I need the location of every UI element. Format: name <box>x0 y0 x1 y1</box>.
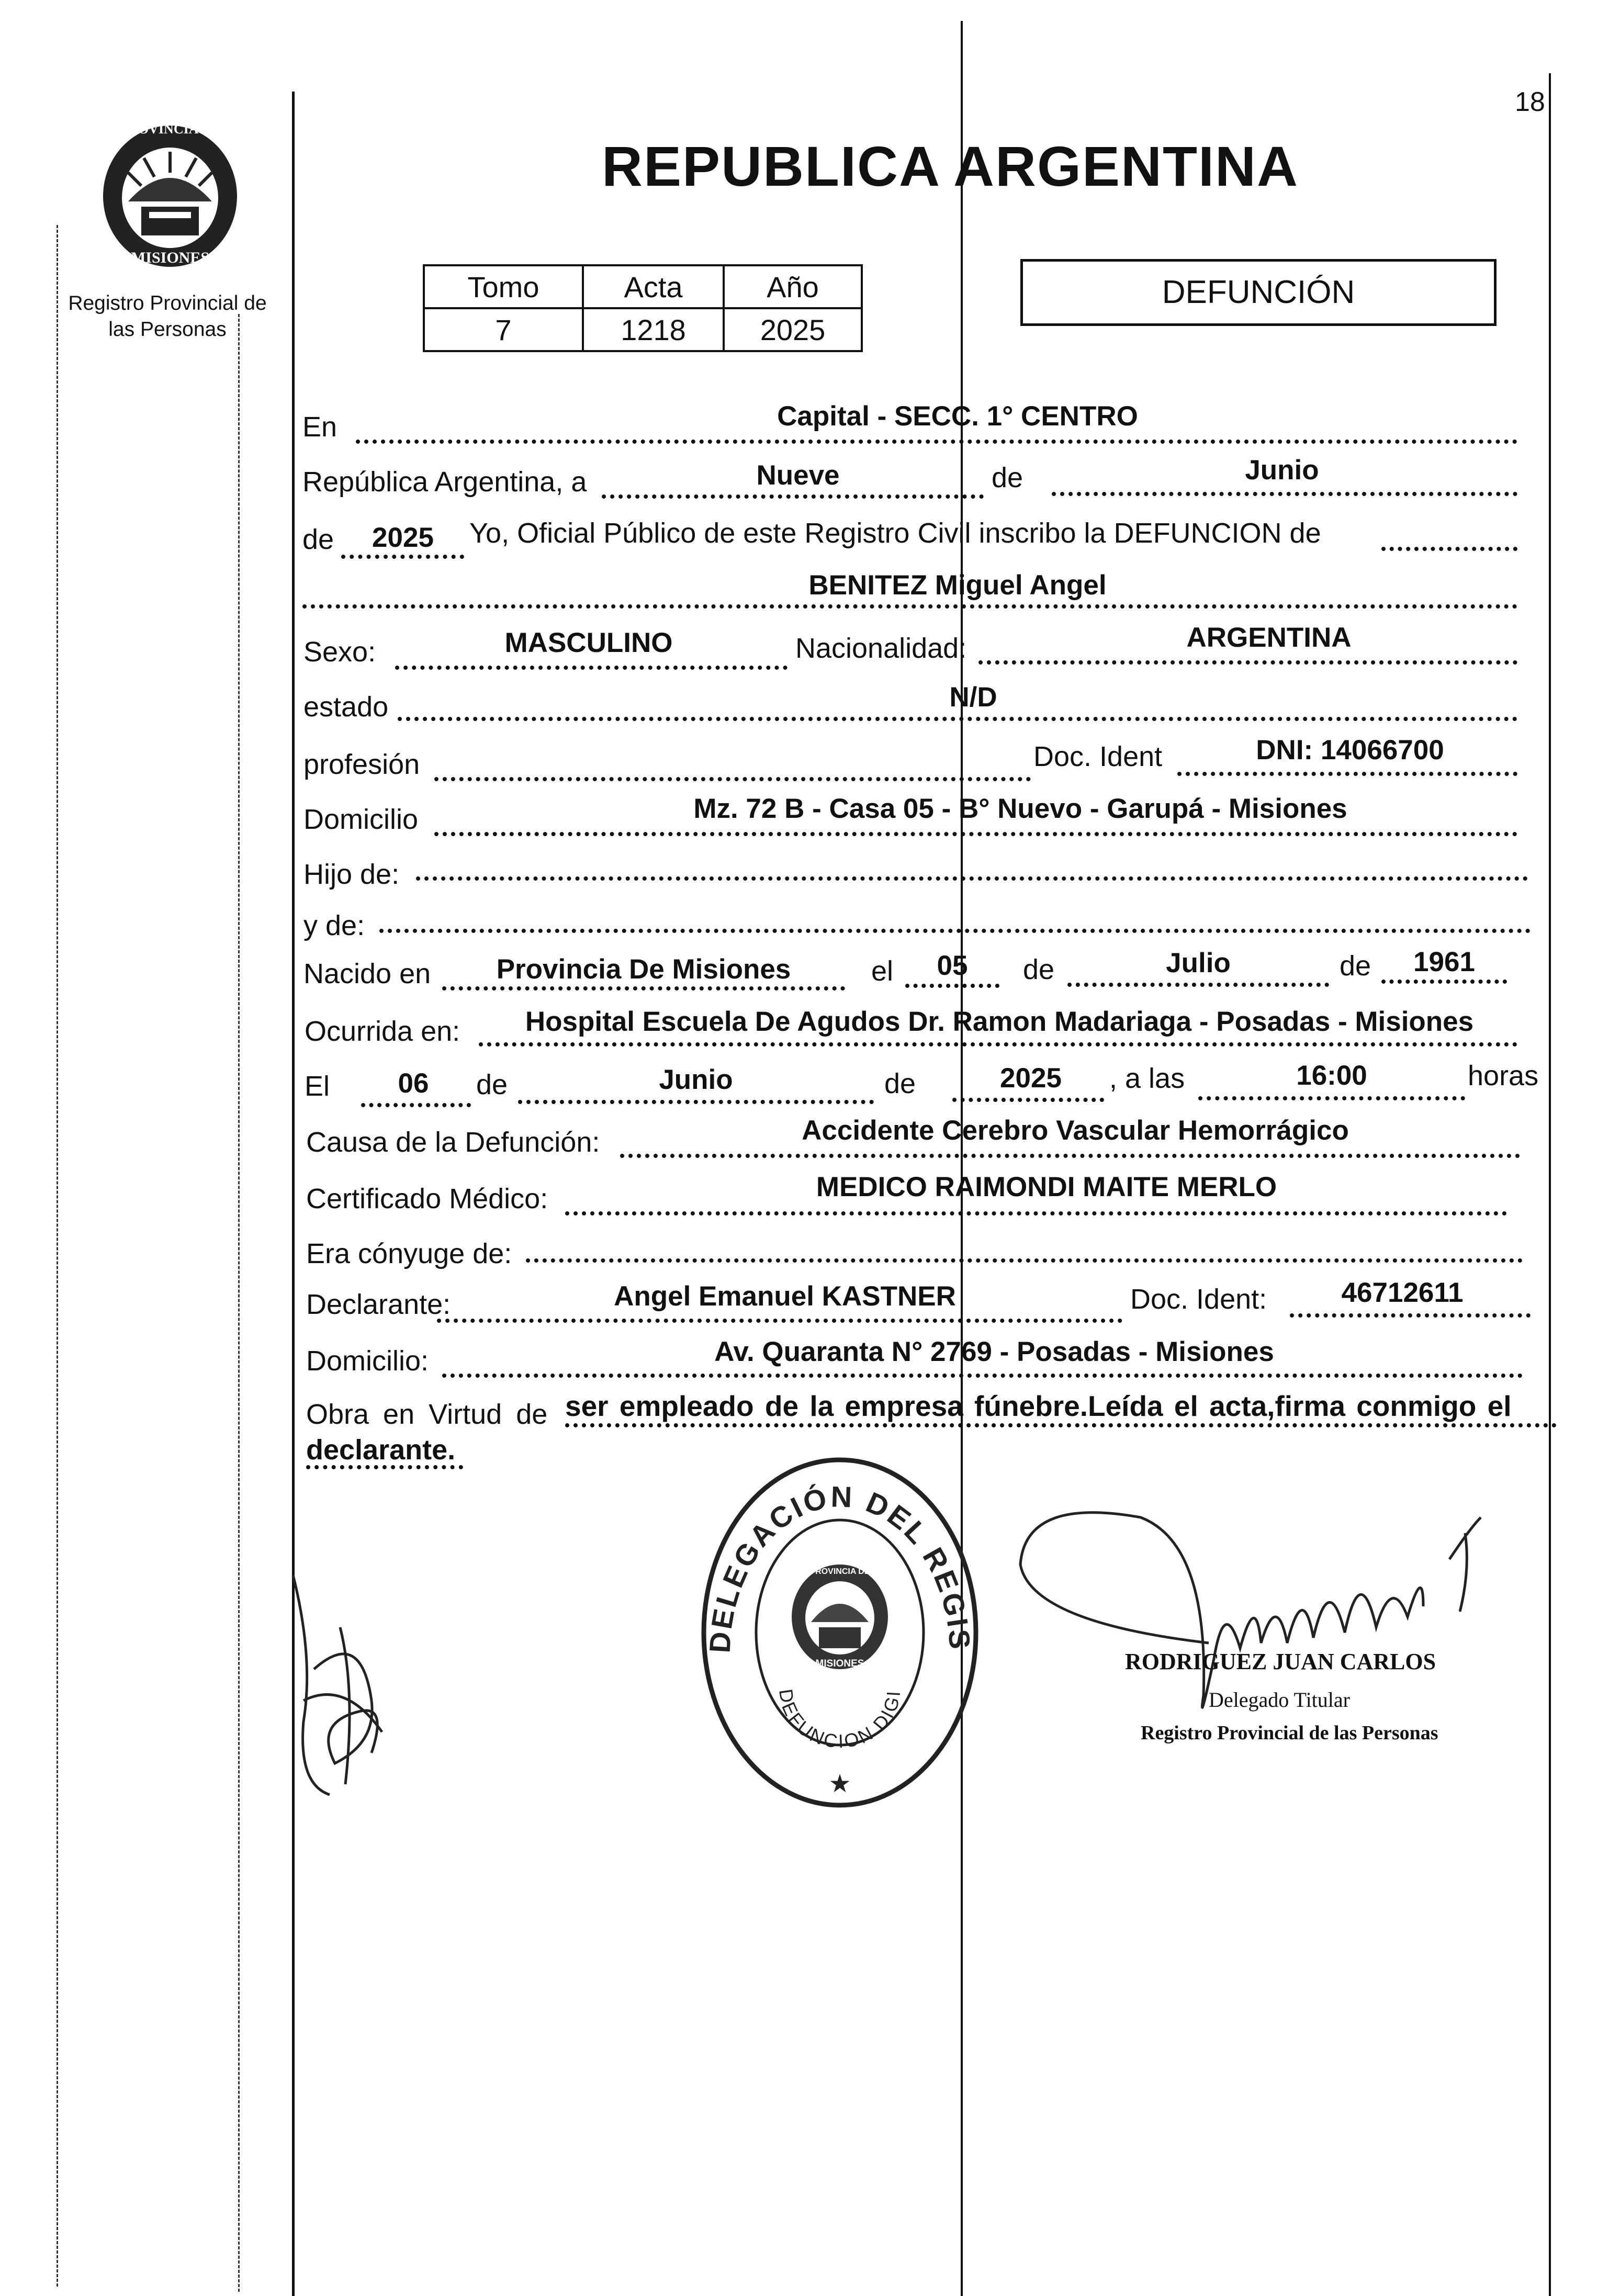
anio-value: 2025 <box>724 308 862 351</box>
nacido-dotted-line <box>442 986 845 991</box>
y-de-dotted-line <box>379 929 1531 933</box>
domicilio-2-dotted-line <box>442 1374 1523 1378</box>
doc-ident-value: DNI: 14066700 <box>1256 735 1444 766</box>
de-label-5: de <box>476 1069 508 1100</box>
seal-ring-text: DELEGACIÓN DEL REGIS <box>703 1480 977 1654</box>
official-role: Delegado Titular <box>1209 1688 1350 1712</box>
certificado-value: MEDICO RAIMONDI MAITE MERLO <box>816 1172 1277 1202</box>
hijo-de-label: Hijo de: <box>303 859 400 890</box>
sexo-dotted-line <box>395 666 788 670</box>
birth-year-value: 1961 <box>1413 947 1475 977</box>
de-label-6: de <box>884 1068 916 1099</box>
seal-inner-text: DEFUNCION DIGI <box>775 1687 905 1752</box>
obra-value-2: declarante. <box>306 1434 456 1466</box>
death-month-value: Junio <box>659 1064 733 1095</box>
year-dotted-line <box>341 555 464 559</box>
de-label-2: de <box>302 524 334 555</box>
declarant-signature <box>283 1565 398 1805</box>
month-dotted-line <box>1052 492 1517 496</box>
year-value: 2025 <box>372 522 434 553</box>
page-number: 18 <box>1515 87 1545 117</box>
center-fold-line <box>961 21 963 2296</box>
a-las-label: , a las <box>1109 1063 1185 1094</box>
causa-label: Causa de la Defunción: <box>306 1127 600 1158</box>
register-value-row <box>424 308 862 351</box>
inner-dashed-border <box>238 314 241 2292</box>
death-year-value: 2025 <box>1000 1063 1062 1094</box>
birth-year-dotted-line <box>1381 980 1507 984</box>
de-label-1: de <box>992 462 1023 493</box>
ocurrida-dotted-line <box>479 1042 1517 1046</box>
act-type-box: DEFUNCIÓN <box>1020 259 1497 326</box>
inscribo-text: Yo, Oficial Público de este Registro Civil inscribo la DEFUNCION de <box>469 517 1321 549</box>
official-organization: Registro Provincial de las Personas <box>1141 1722 1438 1744</box>
causa-dotted-line <box>620 1154 1520 1158</box>
left-margin-line <box>292 92 295 2296</box>
birth-month-value: Julio <box>1166 948 1231 978</box>
certificado-label: Certificado Médico: <box>306 1183 548 1214</box>
nacionalidad-value: ARGENTINA <box>1186 622 1352 653</box>
obra-2-dotted-line <box>306 1465 463 1469</box>
deceased-name: BENITEZ Miguel Angel <box>808 570 1107 601</box>
death-time-value: 16:00 <box>1296 1060 1367 1091</box>
nacionalidad-label: Nacionalidad: <box>795 633 967 664</box>
republica-label: República Argentina, a <box>302 466 587 498</box>
en-dotted-line <box>356 440 1517 444</box>
logo-caption-line2: las Personas <box>108 318 227 341</box>
domicilio-label: Domicilio <box>303 804 419 835</box>
domicilio-2-value: Av. Quaranta N° 2769 - Posadas - Misiones <box>714 1336 1274 1367</box>
right-margin-line <box>1549 73 1551 2296</box>
domicilio-2-label: Domicilio: <box>306 1345 429 1377</box>
death-month-dotted-line <box>518 1100 874 1104</box>
certificado-dotted-line <box>565 1211 1507 1215</box>
nacionalidad-dotted-line <box>978 660 1517 665</box>
el-death-label: El <box>305 1071 330 1102</box>
declarante-dotted-line <box>437 1319 1122 1323</box>
nacido-value: Provincia De Misiones <box>496 954 791 985</box>
birth-day-dotted-line <box>905 984 999 988</box>
de-label-4: de <box>1340 950 1371 982</box>
de-label-3: de <box>1023 954 1055 985</box>
death-day-dotted-line <box>361 1103 471 1107</box>
conyuge-label: Era cónyuge de: <box>306 1238 512 1269</box>
ocurrida-value: Hospital Escuela De Agudos Dr. Ramon Madariaga - Posadas - Misiones <box>525 1006 1474 1037</box>
day-word-value: Nueve <box>756 460 840 491</box>
declarante-label: Declarante: <box>306 1289 451 1320</box>
estado-label: estado <box>303 691 389 723</box>
nacido-label: Nacido en <box>303 958 431 989</box>
death-day-value: 06 <box>398 1068 429 1099</box>
left-dashed-border <box>57 225 60 2287</box>
official-name: RODRIGUEZ JUAN CARLOS <box>1125 1649 1436 1674</box>
doc-dotted-line <box>1177 772 1517 776</box>
en-label: En <box>302 411 338 443</box>
hijo-de-dotted-line <box>416 876 1528 881</box>
profesion-dotted-line <box>434 777 1031 781</box>
declarante-value: Angel Emanuel KASTNER <box>614 1281 956 1312</box>
sexo-label: Sexo: <box>303 636 376 668</box>
birth-day-value: 05 <box>937 950 968 981</box>
registry-seal-stamp <box>693 1444 986 1810</box>
document-title: REPUBLICA ARGENTINA <box>602 134 1299 198</box>
obra-value: ser empleado de la empresa fúnebre.Leída el acta,firma conmigo el <box>565 1390 1512 1422</box>
conyuge-dotted-line <box>526 1258 1523 1263</box>
estado-dotted-line <box>398 717 1517 721</box>
death-year-dotted-line <box>952 1098 1104 1102</box>
sexo-value: MASCULINO <box>504 627 673 658</box>
month-value: Junio <box>1245 455 1319 486</box>
obra-label: Obra en Virtud de <box>306 1399 548 1430</box>
anio-header: Año <box>724 265 862 308</box>
inscribo-dotted-line <box>1381 547 1517 551</box>
seal-star-icon: ★ <box>828 1770 851 1798</box>
birth-month-dotted-line <box>1067 983 1329 987</box>
profesion-label: profesión <box>303 749 420 780</box>
doc-ident-label: Doc. Ident <box>1033 741 1163 772</box>
en-value: Capital - SECC. 1° CENTRO <box>777 401 1138 432</box>
acta-header: Acta <box>583 265 724 308</box>
doc2-dotted-line <box>1290 1313 1531 1318</box>
name-dotted-line <box>302 604 1517 609</box>
day-dotted-line <box>602 494 984 499</box>
death-time-dotted-line <box>1198 1096 1465 1100</box>
doc-ident-2-label: Doc. Ident: <box>1130 1284 1267 1315</box>
logo-caption <box>58 290 277 343</box>
seal-emblem-bottom: MISIONES <box>815 1658 864 1669</box>
estado-value: N/D <box>949 682 997 713</box>
domicilio-value: Mz. 72 B - Casa 05 - B° Nuevo - Garupá - Misiones <box>693 793 1347 824</box>
logo-text-bottom: MISIONES <box>130 249 210 266</box>
logo-text-top: PROVINCIA DE <box>120 121 220 137</box>
el-label: el <box>871 955 894 987</box>
obra-dotted-line <box>565 1423 1557 1427</box>
y-de-label: y de: <box>303 910 365 941</box>
register-header-row <box>424 265 862 308</box>
domicilio-dotted-line <box>434 832 1517 836</box>
seal-emblem-top: PROVINCIA DE <box>809 1567 870 1576</box>
province-emblem-logo <box>92 110 249 277</box>
register-table <box>423 264 863 352</box>
tomo-header: Tomo <box>424 265 583 308</box>
doc-ident-2-value: 46712611 <box>1341 1277 1464 1308</box>
acta-value: 1218 <box>583 308 724 351</box>
causa-value: Accidente Cerebro Vascular Hemorrágico <box>802 1115 1349 1146</box>
ocurrida-label: Ocurrida en: <box>305 1016 460 1047</box>
logo-caption-line1: Registro Provincial de <box>68 292 267 314</box>
tomo-value: 7 <box>424 308 583 351</box>
horas-label: horas <box>1468 1060 1539 1091</box>
